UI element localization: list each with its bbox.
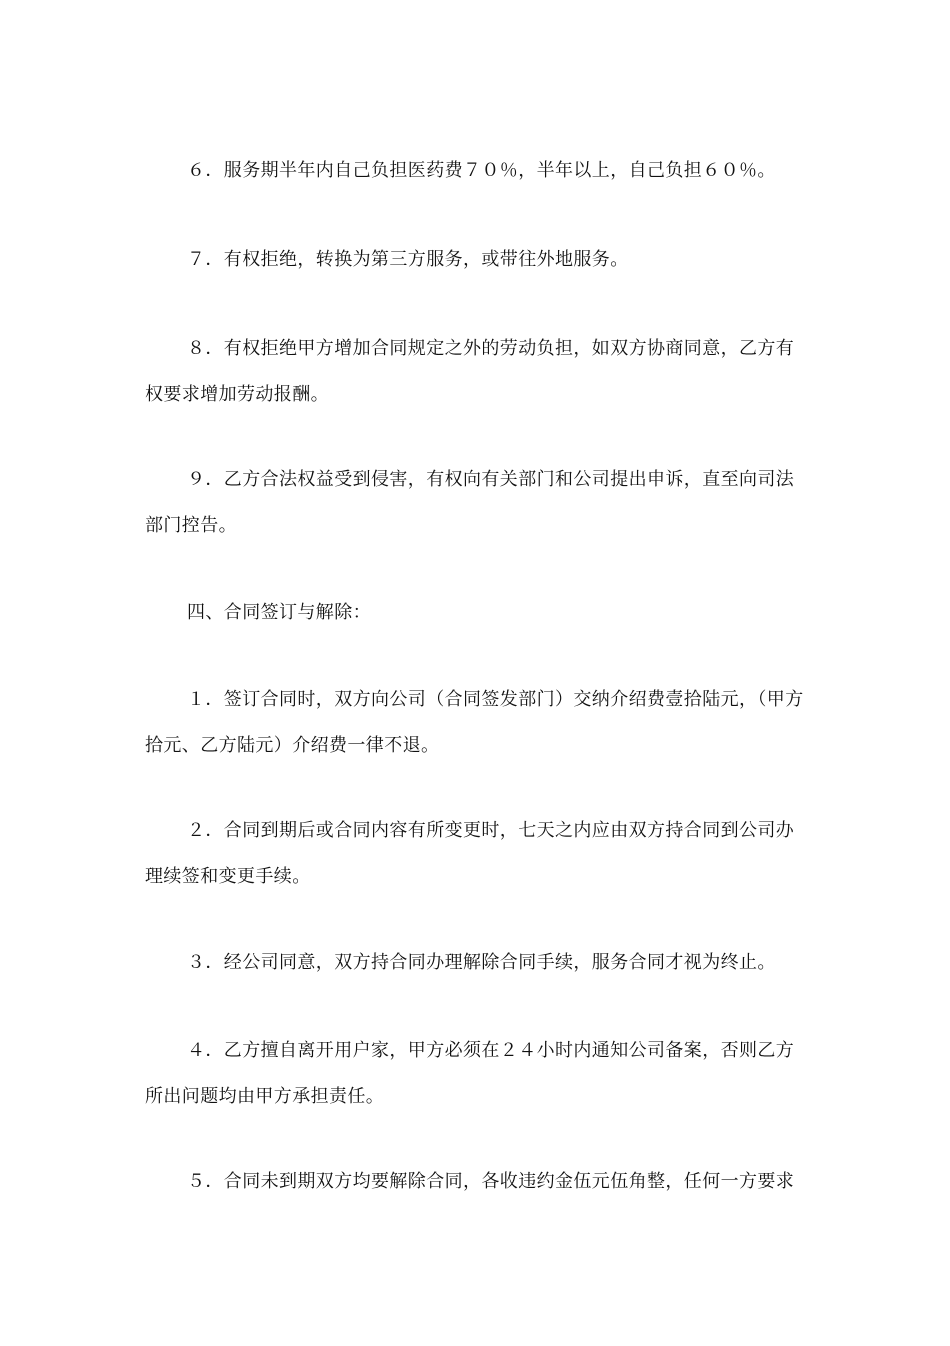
clause-6 [145,148,810,194]
section-heading-4 [145,590,810,636]
paragraph-line: 理续签和变更手续。 [145,866,311,887]
section4-clause-4 [145,1028,810,1120]
section4-clause-2 [145,808,810,900]
paragraph-line: ６．服务期半年内自己负担医药费７０％，半年以上，自己负担６０％。 [187,160,776,181]
paragraph-line: 权要求增加劳动报酬。 [145,384,329,405]
clause-9 [145,457,810,549]
clause-7 [145,237,810,283]
paragraph-line: ８．有权拒绝甲方增加合同规定之外的劳动负担，如双方协商同意，乙方有 [187,338,795,359]
paragraph-line: ２．合同到期后或合同内容有所变更时，七天之内应由双方持合同到公司办 [187,820,795,841]
paragraph-line: 拾元、乙方陆元）介绍费一律不退。 [145,735,440,756]
paragraph-line: 部门控告。 [145,515,237,536]
paragraph-line: 所出问题均由甲方承担责任。 [145,1086,385,1107]
clause-8 [145,326,810,418]
section4-clause-1 [145,677,810,769]
paragraph-line: ７．有权拒绝，转换为第三方服务，或带往外地服务。 [187,249,629,270]
paragraph-line: ９．乙方合法权益受到侵害，有权向有关部门和公司提出申诉，直至向司法 [187,469,795,490]
section4-clause-3 [145,940,810,986]
paragraph-line: ５．合同未到期双方均要解除合同，各收违约金伍元伍角整，任何一方要求 [187,1171,795,1192]
paragraph-line: １．签订合同时，双方向公司（合同签发部门）交纳介绍费壹拾陆元，（甲方 [187,689,804,710]
paragraph-line: ３．经公司同意，双方持合同办理解除合同手续，服务合同才视为终止。 [187,952,776,973]
section-heading: 四、合同签订与解除： [187,602,371,623]
paragraph-line: ４．乙方擅自离开用户家，甲方必须在２４小时内通知公司备案，否则乙方 [187,1040,795,1061]
section4-clause-5 [145,1159,810,1205]
